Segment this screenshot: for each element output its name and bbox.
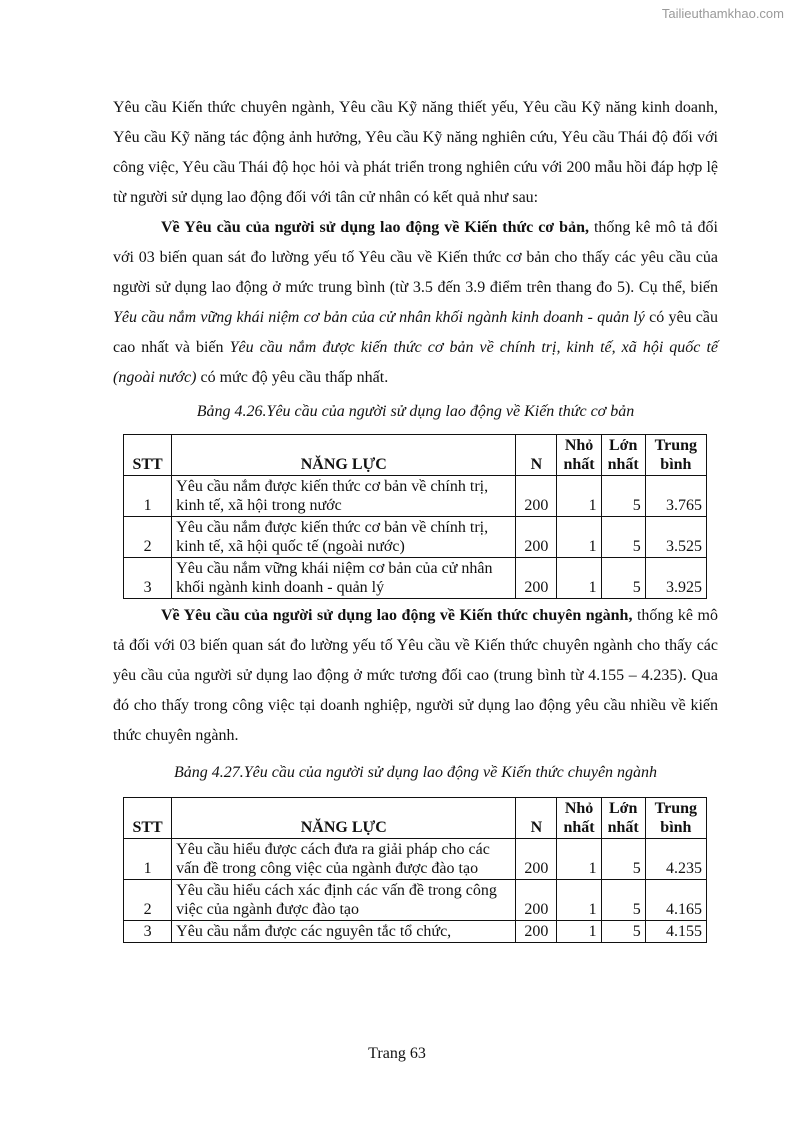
cell-stt: 3 (124, 558, 172, 599)
cell-mean: 3.925 (645, 558, 706, 599)
cell-stt: 2 (124, 517, 172, 558)
cell-n: 200 (516, 921, 557, 943)
paragraph-text: thống kê mô tả đối với 03 biến quan sát đo lường yếu tố Yêu cầu về Kiến thức cơ bản cho thấy các yêu cầu của người sử dụng lao động ở mức trung bình (từ 3.5 đến 3.9 điểm trên thang đo 5). Cụ thể, biến (113, 219, 718, 296)
page-content (113, 93, 718, 943)
table-row (124, 921, 707, 943)
table-row (124, 517, 707, 558)
cell-n: 200 (516, 839, 557, 880)
cell-max: 5 (601, 517, 645, 558)
header-stt: STT (124, 435, 172, 476)
paragraph-text: có yêu cầu cao nhất và biến (113, 309, 719, 356)
cell-mean: 3.765 (645, 476, 706, 517)
cell-min: 1 (557, 880, 601, 921)
cell-min: 1 (557, 839, 601, 880)
cell-n: 200 (516, 517, 557, 558)
cell-stt: 1 (124, 839, 172, 880)
table-row (124, 839, 707, 880)
header-nang-luc: NĂNG LỰC (172, 798, 516, 839)
header-min: Nhỏ nhất (557, 798, 601, 839)
page-number: Trang 63 (368, 1045, 426, 1062)
cell-max: 5 (601, 880, 645, 921)
cell-mean: 3.525 (645, 517, 706, 558)
watermark: Tailieuthamkhao.com (661, 6, 784, 21)
header-n: N (516, 798, 557, 839)
cell-mean: 4.235 (645, 839, 706, 880)
cell-nang-luc: Yêu cầu nắm được kiến thức cơ bản về chính trị, kinh tế, xã hội quốc tế (ngoài nước) (172, 517, 516, 558)
table-row (124, 476, 707, 517)
table-caption-4-26: Bảng 4.26.Yêu cầu của người sử dụng lao động về Kiến thức cơ bản (196, 403, 635, 420)
header-max: Lớn nhất (601, 798, 645, 839)
paragraph-heading-bold: Về Yêu cầu của người sử dụng lao động về Kiến thức cơ bản, (161, 219, 589, 236)
paragraph-basic-knowledge (113, 213, 718, 393)
cell-nang-luc: Yêu cầu nắm được kiến thức cơ bản về chính trị, kinh tế, xã hội trong nước (172, 476, 516, 517)
header-max: Lớn nhất (601, 435, 645, 476)
cell-min: 1 (557, 921, 601, 943)
header-n: N (516, 435, 557, 476)
header-min: Nhỏ nhất (557, 435, 601, 476)
cell-mean: 4.165 (645, 880, 706, 921)
paragraph-specialized-knowledge (113, 601, 718, 751)
cell-min: 1 (557, 476, 601, 517)
paragraph-heading-bold: Về Yêu cầu của người sử dụng lao động về Kiến thức chuyên ngành, (161, 607, 633, 624)
cell-nang-luc: Yêu cầu nắm được các nguyên tắc tổ chức, (172, 921, 516, 943)
cell-nang-luc: Yêu cầu nắm vững khái niệm cơ bản của cử nhân khối ngành kinh doanh - quản lý (172, 558, 516, 599)
paragraph-text: có mức độ yêu cầu thấp nhất. (196, 369, 389, 386)
table-basic-knowledge (123, 434, 707, 599)
header-stt: STT (124, 798, 172, 839)
paragraph-text: thống kê mô tả đối với 03 biến quan sát đo lường yếu tố Yêu cầu về Kiến thức chuyên ngành cho thấy các yêu cầu của người sử dụng lao động ở mức tương đối cao (trung bình từ 4.155 – 4.235). Qua đó cho thấy trong công việc tại doanh nghiệp, người sử dụng lao động yêu cầu nhiều về kiến thức chuyên ngành. (113, 607, 719, 744)
cell-min: 1 (557, 517, 601, 558)
cell-stt: 1 (124, 476, 172, 517)
cell-mean: 4.155 (645, 921, 706, 943)
cell-nang-luc: Yêu cầu hiểu được cách đưa ra giải pháp cho các vấn đề trong công việc của ngành được đào tạo (172, 839, 516, 880)
paragraph-italic-variable: Yêu cầu nắm được kiến thức cơ bản về chính trị, kinh tế, xã hội quốc tế (ngoài nước) (113, 339, 718, 386)
cell-max: 5 (601, 921, 645, 943)
cell-max: 5 (601, 476, 645, 517)
table-specialized-knowledge (123, 797, 707, 943)
table-header-row (124, 435, 707, 476)
table-row (124, 880, 707, 921)
header-mean: Trung bình (645, 435, 706, 476)
cell-nang-luc: Yêu cầu hiểu cách xác định các vấn đề trong công việc của ngành được đào tạo (172, 880, 516, 921)
paragraph-intro: Yêu cầu Kiến thức chuyên ngành, Yêu cầu Kỹ năng thiết yếu, Yêu cầu Kỹ năng kinh doanh, Yêu cầu Kỹ năng tác động ảnh hưởng, Yêu cầu Kỹ năng nghiên cứu, Yêu cầu Thái độ đối với công việc, Yêu cầu Thái độ học hỏi và phát triển trong nghiên cứu với 200 mẫu hồi đáp hợp lệ từ người sử dụng lao động đối với tân cử nhân có kết quả như sau: (113, 99, 718, 206)
cell-n: 200 (516, 880, 557, 921)
cell-min: 1 (557, 558, 601, 599)
cell-stt: 3 (124, 921, 172, 943)
cell-n: 200 (516, 476, 557, 517)
table-caption-4-27: Bảng 4.27.Yêu cầu của người sử dụng lao động về Kiến thức chuyên ngành (173, 764, 658, 781)
table-header-row (124, 798, 707, 839)
table-row (124, 558, 707, 599)
header-mean: Trung bình (645, 798, 706, 839)
cell-max: 5 (601, 839, 645, 880)
cell-n: 200 (516, 558, 557, 599)
cell-max: 5 (601, 558, 645, 599)
paragraph-italic-variable: Yêu cầu nắm vững khái niệm cơ bản của cử nhân khối ngành kinh doanh - quản lý (113, 309, 645, 326)
cell-stt: 2 (124, 880, 172, 921)
header-nang-luc: NĂNG LỰC (172, 435, 516, 476)
